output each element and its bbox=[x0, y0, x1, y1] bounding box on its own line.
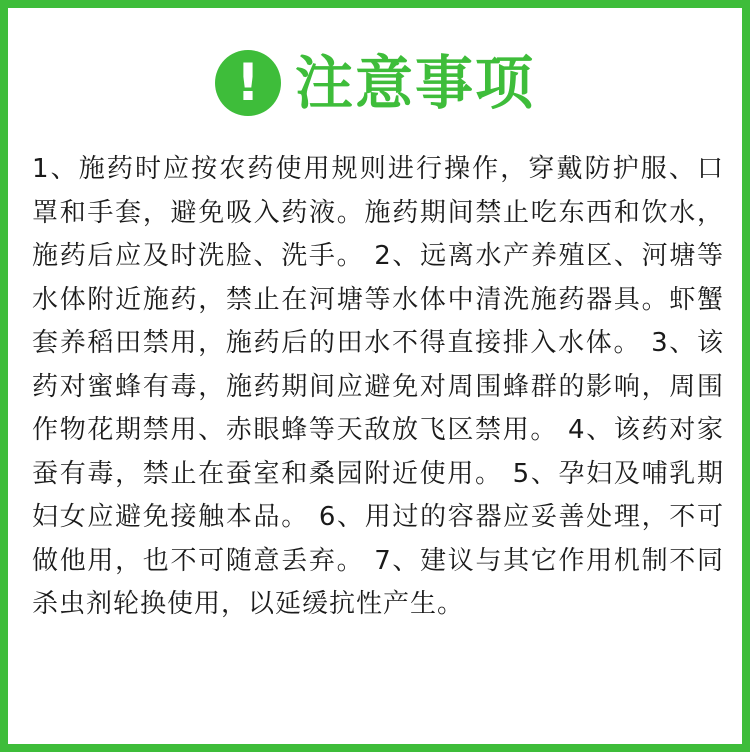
notice-header bbox=[8, 46, 742, 120]
exclamation-glyph: ! bbox=[236, 53, 260, 113]
page-title: 注意事项 bbox=[294, 49, 535, 117]
precautions-text: 1、施药时应按农药使用规则进行操作，穿戴防护服、口罩和手套，避免吸入药液。施药期间禁止吃东西和饮水，施药后应及时洗脸、洗手。 2、远离水产养殖区、河塘等水体附近施药，禁止在河塘等水体中清洗施药器具。虾蟹套养稻田禁用，施药后的田水不得直接排入水体。 3、该药对蜜蜂有毒，施药期间应避免对周围蜂群的影响，周围作物花期禁用、赤眼蜂等天敌放飞区禁用。 4、该药对家蚕有毒，禁止在蚕室和桑园附近使用。 5、孕妇及哺乳期妇女应避免接触本品。 6、用过的容器应妥善处理，不可做他用，也不可随意丢弃。 7、建议与其它作用机制不同杀虫剂轮换使用，以延缓抗性产生。 bbox=[32, 154, 724, 619]
exclamation-circle-icon bbox=[215, 50, 281, 116]
